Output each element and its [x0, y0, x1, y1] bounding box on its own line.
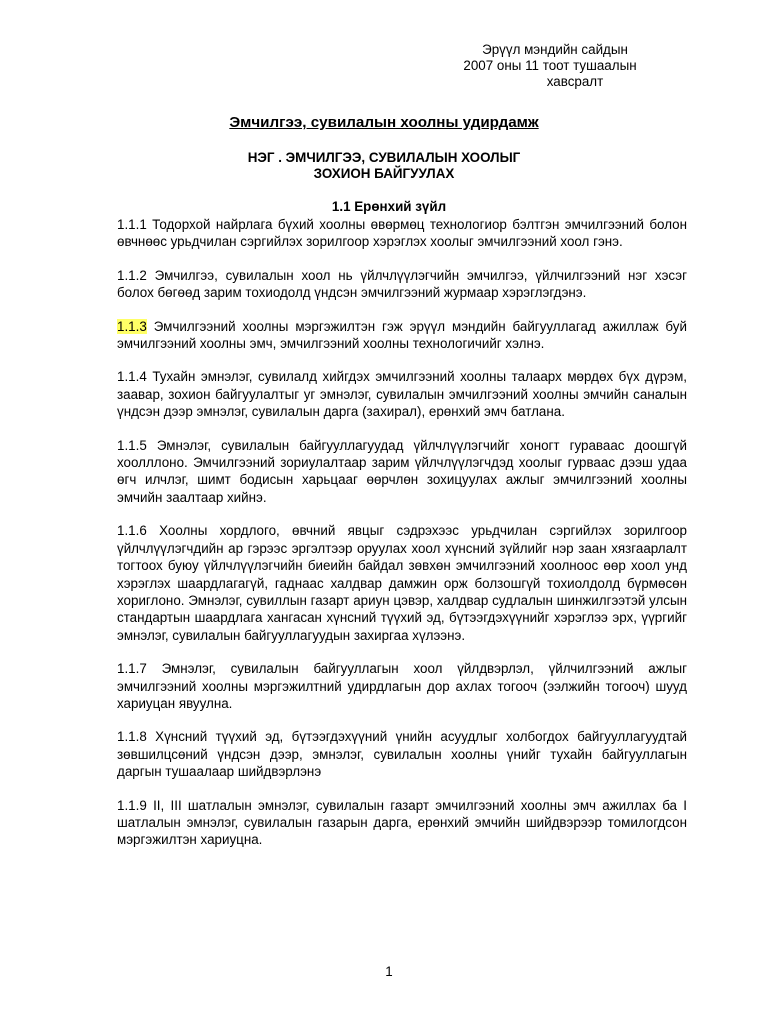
paragraph-1-1-4 [117, 368, 687, 420]
paragraph-number: 1.1.8 [117, 729, 147, 745]
paragraph-1-1-1 [117, 216, 687, 251]
paragraph-text: Хоолны хордлого, өвчний явцыг сэдрэхээс урьдчилан сэргийлэх зорилгоор үйлчлүүлэгчдийн ар гэрээс эргэлтээр оруулах хоол хүнсний зүйлийг нэр заан хязгаарлалт тогтоох буюу үйлчлүүлэгчийн биеийн байдал зөвхөн эмчилгээний хоолноос өөр хоол унд хэрэглэх шаардлагагүй, гаднаас халдвар дамжин орж болзошгүй тохиолдолд бүрмөсөн хориглоно. Эмнэлэг, сувиллын газарт ариун цэвэр, халдвар судлалын шинжилгээтэй улсын стандартын шаардлага хангасан хүнсний түүхий эд, бүтээгдэхүүнийг хэрэглээ эрх, үүргийг эмнэлэг, сувилалын байгууллагуудын захиргаа хүлээнэ. [117, 523, 687, 643]
document-body [117, 216, 687, 865]
document-title: Эмчилгээ, сувилалын хоолны удирдамж [229, 114, 539, 131]
paragraph-text: II, III шатлалын эмнэлэг, сувилалын газарт эмчилгээний хоолны эмч ажиллах ба I шатлалын эмнэлэг, сувилалын газарын дарга, ерөнхий эмчийн шийдвэрээр томилогдсон мэргэжилтэн хариуцна. [117, 797, 687, 848]
paragraph-text: Хүнсний түүхий эд, бүтээгдэхүүний үнийн асуудлыг холбогдох байгууллагуудтай зөвшилцсөний үндсэн дээр, эмнэлэг, сувилалын хоолны үнийг тухайн байгууллагын даргын тушаалаар шийдвэрлэнэ [117, 729, 687, 780]
paragraph-number: 1.1.9 [117, 797, 147, 813]
paragraph-number: 1.1.4 [117, 369, 147, 385]
chapter-heading-line-2: ЗОХИОН БАЙГУУЛАХ [313, 166, 455, 181]
paragraph-text: Тодорхой найрлага бүхий хоолны өвөрмөц технологиор бэлтгэн эмчилгээний болон өвчнөөс урьдчилан сэргийлэх зорилгоор хэрэглэх хоолыг эмчилгээний хоол гэнэ. [117, 217, 687, 250]
paragraph-number: 1.1.7 [117, 661, 147, 677]
paragraph-1-1-3 [117, 318, 687, 353]
paragraph-text: Эмчилгээ, сувилалын хоол нь үйлчлүүлэгчийн эмчилгээ, үйлчилгээний нэг хэсэг болох бөгөөд зарим тохиодолд үндсэн эмчилгээний журмаар хэрэглэгдэнэ. [117, 267, 687, 301]
chapter-heading-line-1: НЭГ . ЭМЧИЛГЭЭ, СУВИЛАЛЫН ХООЛЫГ [247, 150, 521, 165]
paragraph-number: 1.1.1 [117, 217, 147, 232]
paragraph-number: 1.1.2 [117, 267, 147, 283]
paragraph-text: Эмнэлэг, сувилалын байгууллагын хоол үйлдвэрлэл, үйлчилгээний ажлыг эмчилгээний хоолны мэргэжилтний удирдлагын дор ахлах тогооч (ээлжийн тогооч) шууд хариуцан явуулна. [117, 661, 687, 711]
paragraph-1-1-2 [117, 267, 687, 302]
paragraph-1-1-6 [117, 522, 687, 644]
order-annex-note [440, 42, 670, 90]
highlighted-paragraph-number: 1.1.3 [117, 318, 147, 334]
section-heading: 1.1 Ерөнхий зүйл [331, 199, 447, 214]
paragraph-text: Тухайн эмнэлэг, сувилалд хийгдэх эмчилгээний хоолны талаарх мөрдөх бүх дүрэм, заавар, зохион байгуулалтыг уг эмнэлэг, сувилалын эмчилгээний хоолны эмчийн саналын үндсэн дээр эмнэлэг, сувилалын дарга (захирал), ерөнхий эмч батлана. [117, 369, 687, 420]
paragraph-number: 1.1.5 [117, 437, 147, 453]
paragraph-text: Эмчилгээний хоолны мэргэжилтэн гэж эрүүл мэндийн байгууллагад ажиллаж буй эмчилгээний хоолны эмч, эмчилгээний хоолны технологичийг хэлнэ. [117, 318, 687, 352]
paragraph-number: 1.1.6 [117, 523, 147, 539]
paragraph-1-1-5 [117, 437, 687, 507]
paragraph-1-1-7 [117, 660, 687, 712]
page-number: 1 [385, 964, 393, 979]
paragraph-text: Эмнэлэг, сувилалын байгууллагуудад үйлчлүүлэгчийг хоногт гураваас доошгүй хоолллоно. Эмчилгээний зориулалтаар зарим үйлчлүүлэгчдэд хоолыг гурваас дээш удаа өгч илчлэг, шимт бодисын харьцааг өөрчлөн зохицуулах ажлыг эмчилгээний хоолны эмчийн заалтаар хийнэ. [117, 437, 687, 505]
annex-note-line-1: Эрүүл мэндийн сайдын [482, 42, 628, 57]
chapter-heading [0, 150, 768, 182]
paragraph-1-1-8 [117, 728, 687, 780]
paragraph-1-1-9 [117, 797, 687, 849]
annex-note-line-3: хавсралт [546, 74, 604, 89]
annex-note-line-2: 2007 оны 11 тоот тушаалын [463, 58, 637, 73]
